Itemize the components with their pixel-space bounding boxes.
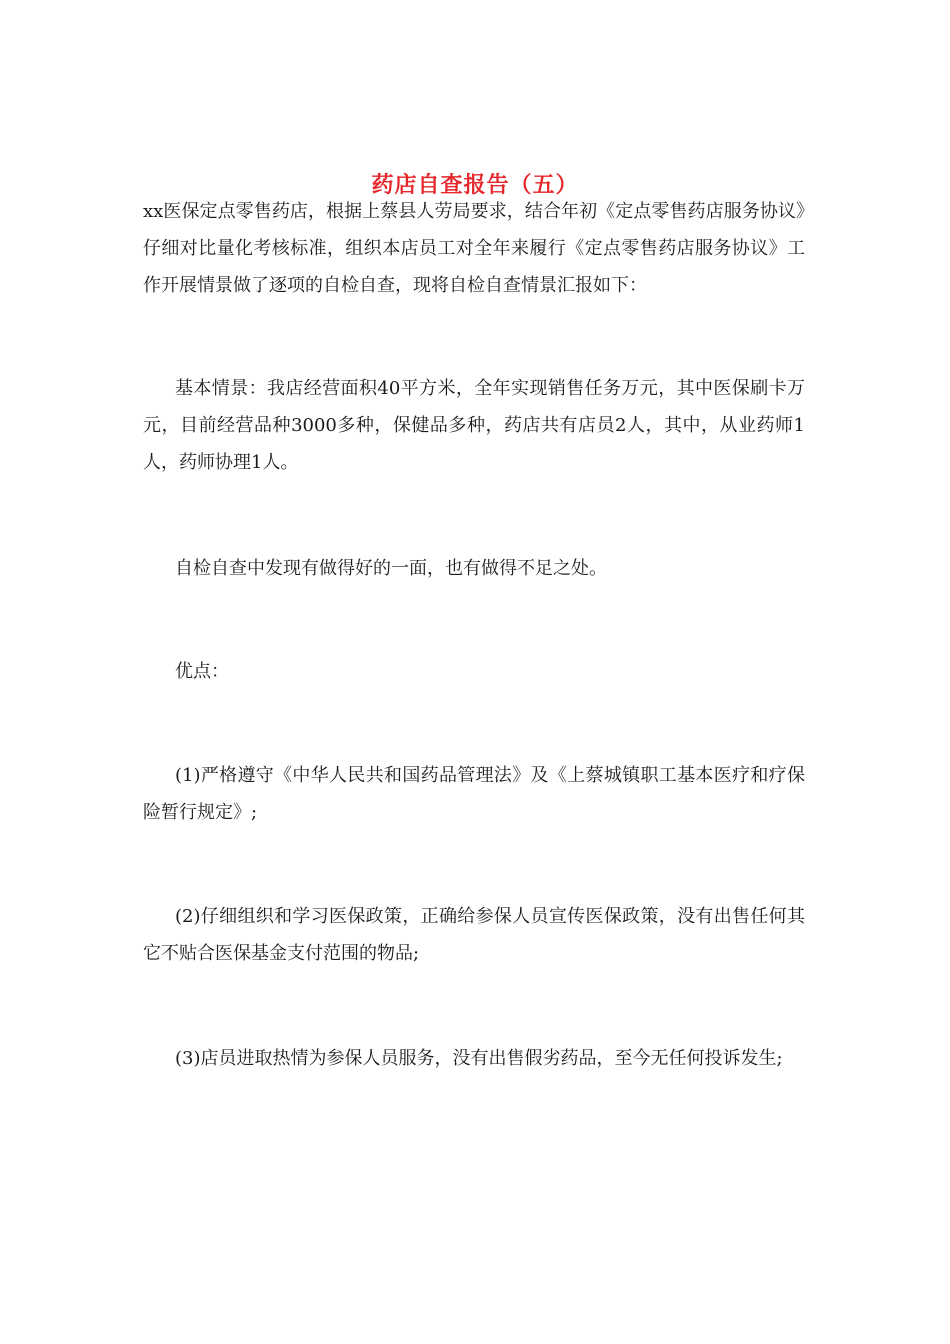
merit-item-1: (1)严格遵守《中华人民共和国药品管理法》及《上蔡城镇职工基本医疗和疗保险暂行规定》; (143, 765, 805, 823)
document-title: 药店自查报告（五） (371, 171, 579, 198)
self-check-paragraph: 自检自查中发现有做得好的一面，也有做得不足之处。 (175, 558, 607, 579)
basic-situation-paragraph: 基本情景：我店经营面积40平方米，全年实现销售任务万元，其中医保刷卡万元，目前经营品种3000多种，保健品多种，药店共有店员2人，其中，从业药师1人，药师协理1人。 (143, 378, 805, 473)
merit-item-3: (3)店员进取热情为参保人员服务，没有出售假劣药品，至今无任何投诉发生; (175, 1048, 783, 1069)
merits-heading: 优点： (175, 661, 229, 682)
intro-paragraph: xx医保定点零售药店，根据上蔡县人劳局要求，结合年初《定点零售药店服务协议》仔细对比量化考核标准，组织本店员工对全年来履行《定点零售药店服务协议》工作开展情景做了逐项的自检自查，现将自检自查情景汇报如下： (143, 201, 805, 296)
merit-item-2: (2)仔细组织和学习医保政策，正确给参保人员宣传医保政策，没有出售任何其它不贴合医保基金支付范围的物品; (143, 906, 805, 964)
